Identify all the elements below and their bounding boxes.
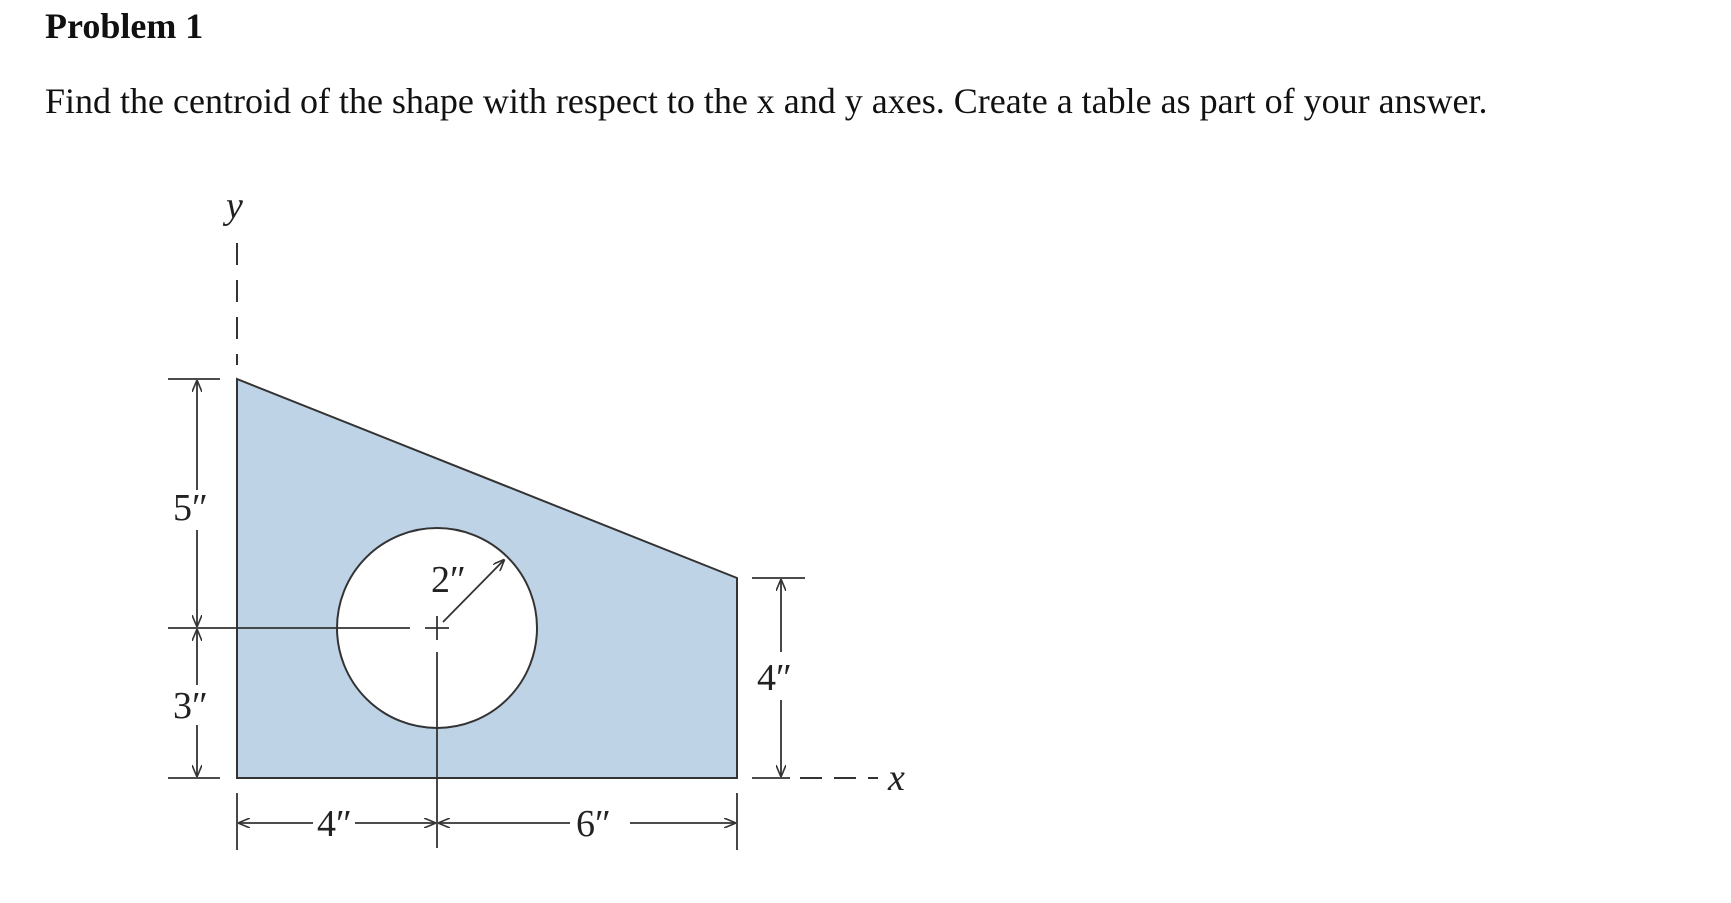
dim-left-lower-label: 3″ [173, 685, 208, 727]
x-axis-label: x [888, 757, 905, 799]
dim-right-label: 4″ [757, 657, 792, 699]
problem-title: Problem 1 [45, 6, 204, 46]
hole-radius-label: 2″ [431, 559, 466, 601]
dim-bottom-right-label: 6″ [576, 803, 611, 845]
dim-left-upper-label: 5″ [173, 487, 208, 529]
problem-prompt: Find the centroid of the shape with respect to the x and y axes. Create a table as part of your answer. [45, 81, 1488, 121]
dim-bottom-left-label: 4″ [317, 803, 352, 845]
y-axis-label: y [226, 185, 243, 227]
